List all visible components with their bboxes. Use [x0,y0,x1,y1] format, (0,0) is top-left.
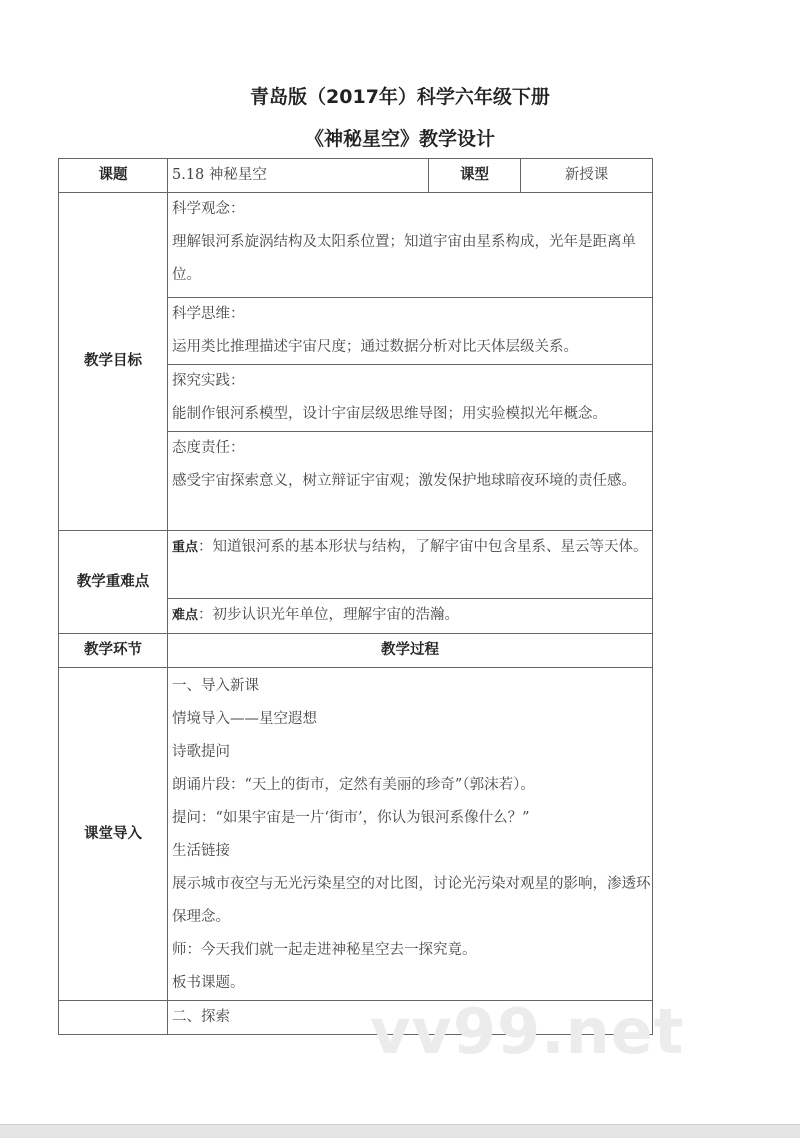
stage-header: 教学环节 [59,634,168,668]
intro-line: 一、导入新课 [172,678,259,694]
goal-text: 运用类比推理描述宇宙尺度；通过数据分析对比天体层级关系。 [172,339,578,355]
goal-cell [168,432,653,531]
intro-line: 展示城市夜空与无光污染星空的对比图，讨论光污染对观星的影响，渗透环保理念。 [172,876,651,925]
explore-label-cell [59,1001,168,1035]
goal-heading: 态度责任： [172,440,245,456]
keypoints-label: 教学重难点 [59,531,168,634]
goal-heading: 科学思维： [172,306,245,322]
topic-value: 5.18 神秘星空 [168,159,429,193]
goal-text: 能制作银河系模型，设计宇宙层级思维导图；用实验模拟光年概念。 [172,406,607,422]
document-title: 青岛版（2017年）科学六年级下册 [250,86,550,108]
goals-label: 教学目标 [59,193,168,531]
process-header: 教学过程 [168,634,653,668]
intro-label: 课堂导入 [59,668,168,1001]
type-value: 新授课 [521,159,653,193]
difficult-text: ：初步认识光年单位，理解宇宙的浩瀚。 [198,607,460,623]
goal-text: 理解银河系旋涡结构及太阳系位置；知道宇宙由星系构成，光年是距离单位。 [172,234,636,283]
difficult-label: 难点 [172,608,199,623]
goal-heading: 科学观念： [172,201,245,217]
watermark: vv99.net [370,995,685,1068]
intro-line: 朗诵片段：“天上的街市，定然有美丽的珍奇”（郭沫若）。 [172,777,535,793]
page-bottom-edge [0,1124,800,1138]
difficult-point-cell [168,599,653,634]
goal-heading: 探究实践： [172,373,245,389]
goal-cell [168,365,653,432]
key-label: 重点 [172,540,199,555]
goal-cell [168,298,653,365]
key-text: ：知道银河系的基本形状与结构，了解宇宙中包含星系、星云等天体。 [198,539,648,555]
intro-line: 板书课题。 [172,975,245,991]
intro-line: 生活链接 [172,843,230,859]
lesson-plan-table [58,158,653,1035]
topic-label: 课题 [59,159,168,193]
intro-content [168,668,653,1001]
key-point-cell [168,531,653,599]
intro-line: 诗歌提问 [172,744,230,760]
explore-line: 二、探索 [168,1001,653,1035]
goal-text: 感受宇宙探索意义，树立辩证宇宙观；激发保护地球暗夜环境的责任感。 [172,473,636,489]
document-subtitle: 《神秘星空》教学设计 [304,128,495,150]
intro-line: 情境导入——星空遐想 [172,711,317,727]
type-label: 课型 [429,159,521,193]
goal-cell [168,193,653,298]
intro-line: 提问：“如果宇宙是一片‘街市’，你认为银河系像什么？” [172,810,530,826]
intro-line: 师：今天我们就一起走进神秘星空去一探究竟。 [172,942,477,958]
